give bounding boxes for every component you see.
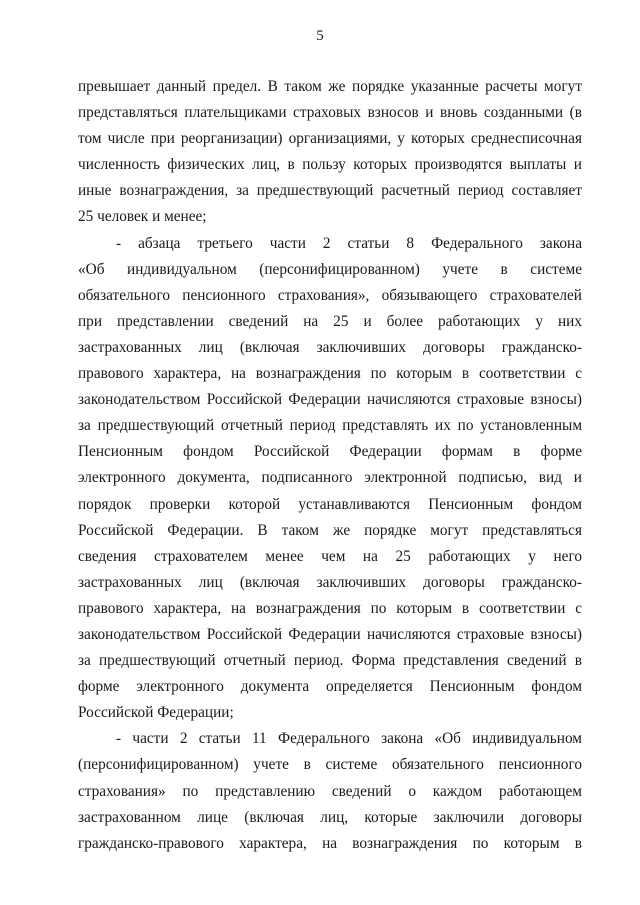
- text-line: за предшествующий отчетный период. Форма представления сведений в: [78, 652, 582, 670]
- text-line: 25 человек и менее;: [78, 208, 207, 226]
- text-line: за предшествующий отчетный период представлять их по установленным: [78, 417, 582, 435]
- text-line: численность физических лиц, в пользу которых производятся выплаты и: [78, 156, 582, 174]
- text-line: законодательством Российской Федерации начисляются страховые взносы): [78, 391, 582, 409]
- text-line: Российской Федерации. В таком же порядке могут представляться: [78, 521, 582, 539]
- text-line: том числе при реорганизации) организациями, у которых среднесписочная: [78, 130, 582, 148]
- page-number: 5: [316, 28, 324, 44]
- text-line: застрахованных лиц (включая заключивших договоры гражданско-: [78, 338, 582, 356]
- text-line: при представлении сведений на 25 и более работающих у них: [78, 312, 582, 330]
- text-line: обязательного пенсионного страхования», обязывающего страхователей: [78, 286, 582, 304]
- text-line: Пенсионным фондом Российской Федерации формам в форме: [78, 443, 582, 461]
- text-line: правового характера, на вознаграждения по которым в соответствии с: [78, 599, 582, 617]
- text-line: порядок проверки которой устанавливаются Пенсионным фондом: [78, 495, 582, 513]
- text-line: застрахованных лиц (включая заключивших договоры гражданско-: [78, 573, 582, 591]
- text-line: сведения страхователем менее чем на 25 работающих у него: [78, 547, 582, 565]
- text-line: законодательством Российской Федерации начисляются страховые взносы): [78, 625, 582, 643]
- text-line: (персонифицированном) учете в системе обязательного пенсионного: [78, 756, 582, 774]
- text-line: застрахованном лице (включая лиц, которые заключили договоры: [78, 808, 582, 826]
- text-line: Российской Федерации;: [78, 704, 234, 722]
- text-line: превышает данный предел. В таком же порядке указанные расчеты могут: [78, 78, 582, 95]
- text-line: представляться плательщиками страховых взносов и вновь созданными (в: [78, 104, 582, 122]
- text-line: гражданско-правового характера, на вознаграждения по которым в: [78, 834, 582, 852]
- text-line: - абзаца третьего части 2 статьи 8 Федерального закона: [116, 234, 582, 252]
- text-line: - части 2 статьи 11 Федерального закона «Об индивидуальном: [116, 730, 582, 748]
- text-line: правового характера, на вознаграждения по которым в соответствии с: [78, 365, 582, 383]
- text-line: электронного документа, подписанного электронной подписью, вид и: [78, 469, 582, 487]
- text-line: форме электронного документа определяется Пенсионным фондом: [78, 678, 582, 696]
- document-body: [78, 74, 582, 857]
- text-line: страхования» по представлению сведений о каждом работающем: [78, 782, 582, 800]
- text-line: «Об индивидуальном (персонифицированном) учете в системе: [78, 260, 582, 278]
- text-line: иные вознаграждения, за предшествующий расчетный период составляет: [78, 182, 582, 200]
